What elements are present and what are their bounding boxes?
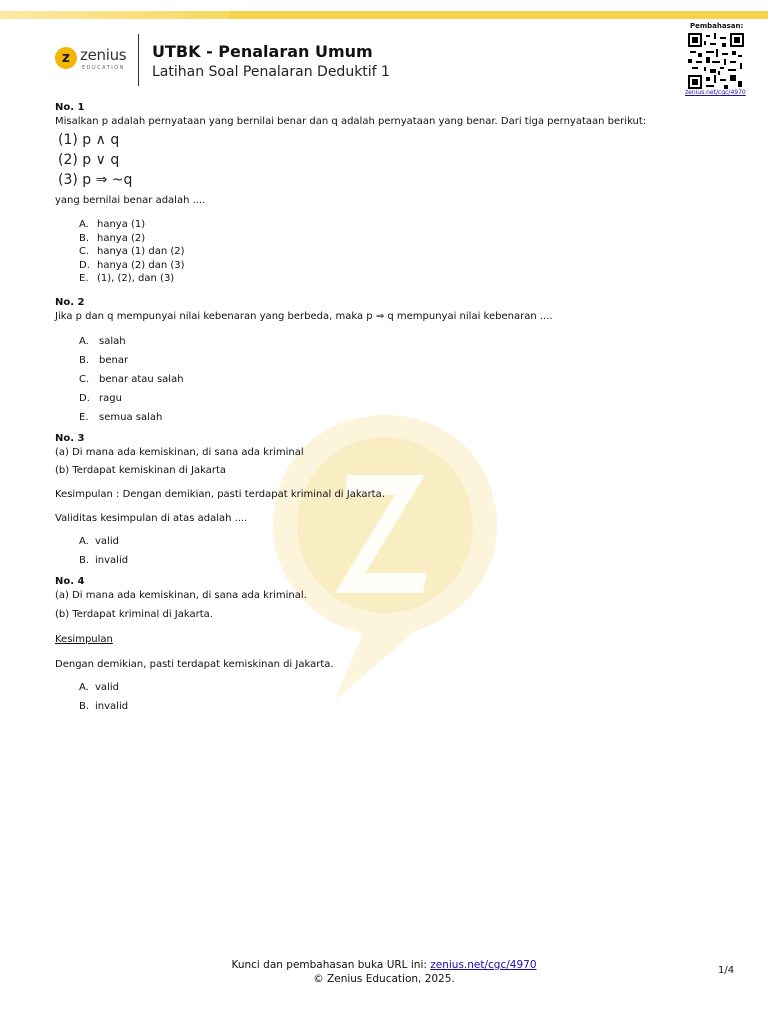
footer-text: Kunci dan pembahasan buka URL ini: — [231, 959, 431, 971]
qr-link[interactable]: zenius.net/cgc/4970 — [685, 89, 746, 96]
statement: (3) p ⇒ ~q — [58, 172, 133, 188]
qr-code-icon[interactable] — [688, 33, 744, 89]
logo-text: zenius — [80, 46, 127, 64]
page-footer — [0, 958, 768, 986]
question-text: Jika p dan q mempunyai nilai kebenaran yang berbeda, maka p ⇒ q mempunyai nilai kebenaran .... — [55, 310, 553, 322]
option-b: B. invalid — [79, 554, 129, 566]
conclusion: Dengan demikian, pasti terdapat kemiskinan di Jakarta. — [55, 658, 334, 670]
option-b: B. invalid — [79, 700, 129, 712]
page-subtitle: Latihan Soal Penalaran Deduktif 1 — [152, 64, 390, 80]
premise-a: (a) Di mana ada kemiskinan, di sana ada kriminal. — [55, 589, 307, 601]
question-number: No. 4 — [55, 575, 85, 587]
option-a: A. valid — [79, 535, 119, 547]
conclusion: Kesimpulan : Dengan demikian, pasti terdapat kriminal di Jakarta. — [55, 488, 385, 500]
top-accent-bar — [0, 11, 768, 19]
question-number: No. 3 — [55, 432, 85, 444]
logo-subtext: EDUCATION — [82, 65, 125, 71]
header-divider — [138, 34, 139, 86]
zenius-logo — [55, 44, 135, 74]
option-d: D. ragu — [79, 392, 122, 404]
option-a: A. valid — [79, 681, 119, 693]
document-body — [55, 101, 735, 716]
z-logo-icon: z — [55, 47, 77, 69]
question-text: Misalkan p adalah pernyataan yang bernilai benar dan q adalah pernyataan yang benar. Dari tiga pernyataan berikut: — [55, 116, 647, 127]
conclusion-label: Kesimpulan — [55, 633, 113, 645]
option-b: B. hanya (2) — [79, 232, 146, 244]
option-c: C. benar atau salah — [79, 373, 184, 385]
question-prompt: yang bernilai benar adalah .... — [55, 195, 206, 206]
option-d: D. hanya (2) dan (3) — [79, 259, 185, 271]
statement: (1) p ∧ q — [58, 132, 120, 148]
copyright: © Zenius Education, 2025. — [313, 973, 455, 985]
statement: (2) p ∨ q — [58, 152, 120, 168]
question-number: No. 1 — [55, 102, 85, 113]
qr-label: Pembahasan: — [690, 22, 744, 30]
premise-b: (b) Terdapat kemiskinan di Jakarta — [55, 464, 227, 476]
footer-link[interactable]: zenius.net/cgc/4970 — [430, 959, 537, 971]
option-e: E. semua salah — [79, 411, 163, 423]
option-c: C. hanya (1) dan (2) — [79, 246, 185, 257]
option-a: A. hanya (1) — [79, 219, 146, 230]
option-a: A. salah — [79, 335, 126, 347]
premise-b: (b) Terdapat kriminal di Jakarta. — [55, 608, 213, 620]
option-e: E. (1), (2), dan (3) — [79, 273, 175, 284]
question-number: No. 2 — [55, 296, 85, 308]
page-title: UTBK - Penalaran Umum — [152, 42, 373, 61]
page-number: 1/4 — [718, 965, 735, 976]
option-b: B. benar — [79, 354, 129, 366]
premise-a: (a) Di mana ada kemiskinan, di sana ada kriminal — [55, 446, 304, 458]
question-prompt: Validitas kesimpulan di atas adalah .... — [55, 512, 248, 524]
